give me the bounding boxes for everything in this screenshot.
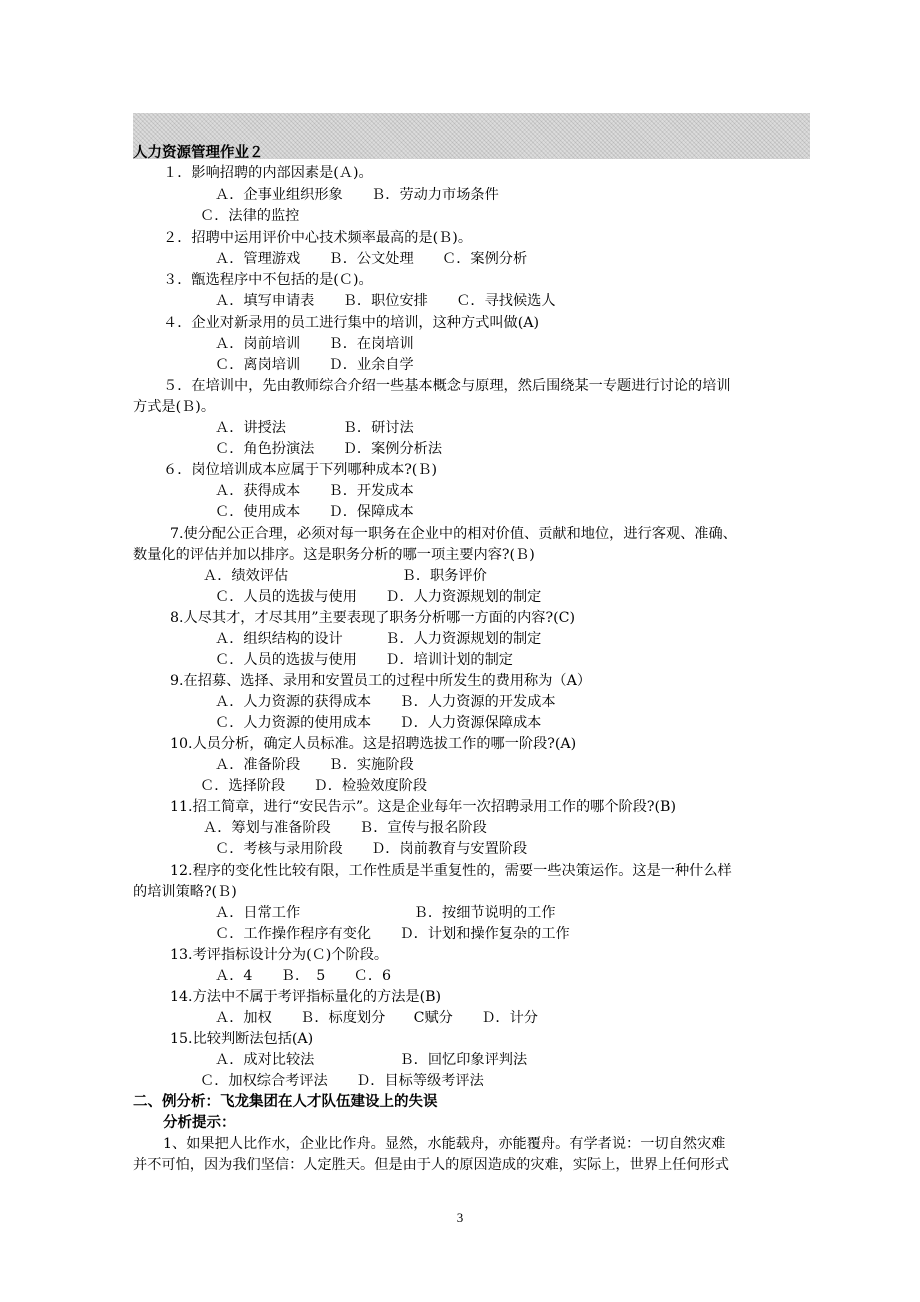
q15-options-ab: Ａ．成对比较法 Ｂ．回忆印象评判法: [215, 1052, 528, 1068]
q10-options-cd: Ｃ．选择阶段 Ｄ．检验效度阶段: [200, 778, 428, 794]
q4-options-ab: Ａ．岗前培训 Ｂ．在岗培训: [215, 336, 414, 352]
q11-stem: 11.招工简章，进行“安民告示”。这是企业每年一次招聘录用工作的哪个阶段?(B): [170, 799, 676, 815]
page-title: 人力资源管理作业２: [133, 145, 264, 161]
q7-stem-cont: 数量化的评估并加以排序。这是职务分析的哪一项主要内容?(Ｂ): [133, 547, 535, 563]
q5-stem: ５．在培训中，先由教师综合介绍一些基本概念与原理，然后围绕某一专题进行讨论的培训: [163, 378, 731, 394]
q12-options-cd: Ｃ．工作操作程序有变化 Ｄ．计划和操作复杂的工作: [215, 926, 570, 942]
q6-options-cd: Ｃ．使用成本 Ｄ．保障成本: [215, 504, 414, 520]
paragraph-line-2: 并不可怕，因为我们坚信：人定胜天。但是由于人的原因造成的灾难，实际上，世界上任何形式: [133, 1157, 729, 1173]
q14-stem: 14.方法中不属于考评指标量化的方法是(B): [170, 989, 442, 1005]
q11-options-ab: Ａ．筹划与准备阶段 Ｂ．宣传与报名阶段: [203, 820, 487, 836]
q14-options: Ａ．加权 Ｂ．标度划分 C赋分 Ｄ．计分: [215, 1010, 538, 1026]
q2-options: Ａ．管理游戏 Ｂ．公文处理 Ｃ．案例分析: [215, 251, 528, 267]
q1-stem: １．影响招聘的内部因素是(Ａ)。: [163, 165, 373, 181]
q6-stem: ６．岗位培训成本应属于下列哪种成本?(Ｂ): [163, 462, 438, 478]
q12-stem-cont: 的培训策略?(Ｂ): [133, 884, 237, 900]
q9-options-ab: Ａ．人力资源的获得成本 Ｂ．人力资源的开发成本: [215, 694, 556, 710]
q5-options-ab: Ａ．讲授法 Ｂ．研讨法: [215, 420, 414, 436]
q13-options: Ａ．4 Ｂ． 5 Ｃ．6: [215, 968, 392, 984]
q7-options-ab: Ａ．绩效评估 Ｂ．职务评价: [203, 568, 487, 584]
q5-options-cd: Ｃ．角色扮演法 Ｄ．案例分析法: [215, 441, 443, 457]
q3-options: Ａ．填写申请表 Ｂ．职位安排 Ｃ．寻找候选人: [215, 293, 556, 309]
q12-stem: 12.程序的变化性比较有限，工作性质是半重复性的，需要一些决策运作。这是一种什么样: [170, 863, 732, 879]
q13-stem: 13.考评指标设计分为(Ｃ)个阶段。: [170, 947, 389, 963]
q7-options-cd: Ｃ．人员的选拔与使用 Ｄ．人力资源规划的制定: [215, 589, 542, 605]
q1-option-c: Ｃ．法律的监控: [200, 208, 300, 224]
section-heading: 二、例分析：飞龙集团在人才队伍建设上的失误: [133, 1094, 438, 1110]
q10-stem: 10.人员分析，确定人员标准。这是招聘选拔工作的哪一阶段?(A): [170, 736, 577, 752]
q9-stem: 9.在招募、选择、录用和安置员工的过程中所发生的费用称为（A）: [170, 673, 592, 689]
q11-options-cd: Ｃ．考核与录用阶段 Ｄ．岗前教育与安置阶段: [215, 841, 528, 857]
q8-options-cd: Ｃ．人员的选拔与使用 Ｄ．培训计划的制定: [215, 652, 513, 668]
q3-stem: ３．甑选程序中不包括的是(Ｃ)。: [163, 272, 373, 288]
q5-stem-cont: 方式是(Ｂ)。: [133, 399, 216, 415]
q8-stem: 8.人尽其才，才尽其用”主要表现了职务分析哪一方面的内容?(C): [170, 610, 576, 626]
q12-options-ab: Ａ．日常工作 Ｂ．按细节说明的工作: [215, 905, 556, 921]
q4-stem: ４．企业对新录用的员工进行集中的培训，这种方式叫做(A): [163, 315, 540, 331]
page-number: 3: [456, 1210, 464, 1225]
q7-stem: 7.使分配公正合理，必须对每一职务在企业中的相对价值、贡献和地位，进行客观、准确、: [170, 526, 737, 542]
q15-options-cd: Ｃ．加权综合考评法 Ｄ．目标等级考评法: [200, 1073, 484, 1089]
q1-options-ab: Ａ．企事业组织形象 Ｂ．劳动力市场条件: [215, 187, 499, 203]
analysis-hint-label: 分析提示：: [163, 1115, 236, 1131]
q8-options-ab: Ａ．组织结构的设计 Ｂ．人力资源规划的制定: [215, 631, 542, 647]
q6-options-ab: Ａ．获得成本 Ｂ．开发成本: [215, 483, 414, 499]
q4-options-cd: Ｃ．离岗培训 Ｄ．业余自学: [215, 357, 414, 373]
q15-stem: 15.比较判断法包括(A): [170, 1031, 314, 1047]
paragraph-line-1: 1、如果把人比作水，企业比作舟。显然，水能载舟，亦能覆舟。有学者说：一切自然灾难: [163, 1136, 726, 1152]
q10-options-ab: Ａ．准备阶段 Ｂ．实施阶段: [215, 757, 414, 773]
q9-options-cd: Ｃ．人力资源的使用成本 Ｄ．人力资源保障成本: [215, 715, 542, 731]
q2-stem: ２．招聘中运用评价中心技术频率最高的是(Ｂ)。: [163, 230, 473, 246]
